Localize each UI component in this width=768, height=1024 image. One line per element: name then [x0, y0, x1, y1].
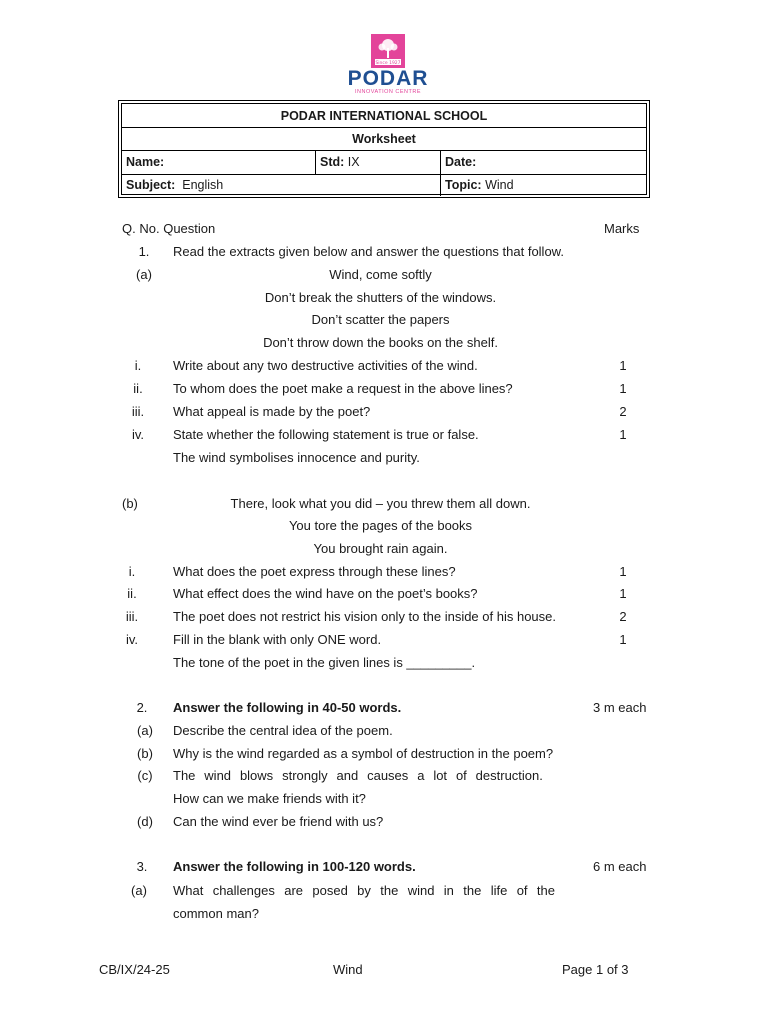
- extract-b-line: There, look what you did – you threw them all down.: [230, 496, 531, 511]
- school-name: PODAR INTERNATIONAL SCHOOL: [280, 108, 488, 123]
- svg-text:Since 1927: Since 1927: [375, 61, 401, 66]
- extract-b-label: (b): [122, 496, 138, 511]
- extract-b-line: You tore the pages of the books: [288, 518, 473, 533]
- column-heading-marks: Marks: [604, 221, 640, 236]
- school-name-row: [122, 104, 646, 128]
- q2-item-c-continuation: How can we make friends with it?: [173, 791, 366, 806]
- worksheet-header-table: [118, 100, 650, 198]
- extract-a-line: Don’t throw down the books on the shelf.: [263, 335, 498, 350]
- true-false-statement: The wind symbolises innocence and purity.: [173, 450, 420, 465]
- subject-topic-row: [122, 174, 646, 196]
- name-field: Name:: [126, 155, 165, 169]
- doc-type-row: [122, 127, 646, 151]
- brand-tagline: INNOVATION CENTRE: [354, 89, 422, 95]
- std-field: Std: IX: [320, 155, 360, 169]
- school-logo-emblem: [371, 34, 405, 68]
- q2-item-c-text: The wind blows strongly and causes a lot of destruction.: [173, 768, 543, 783]
- extract-a-line: Don’t scatter the papers: [311, 312, 450, 327]
- fill-in-blank: The tone of the poet in the given lines is _________.: [173, 655, 476, 670]
- q3-item-a-text: What challenges are posed by the wind in the life of the: [173, 883, 555, 898]
- extract-a-line: Don’t break the shutters of the windows.: [264, 290, 497, 305]
- q3-item-a-continuation: common man?: [173, 906, 259, 921]
- name-std-date-row: [122, 150, 646, 175]
- brand-wordmark: PODAR: [347, 67, 429, 90]
- column-heading-question: Question: [163, 221, 216, 236]
- doc-type: Worksheet: [352, 131, 416, 146]
- date-field: Date:: [445, 155, 477, 169]
- footer-topic: Wind: [333, 962, 363, 977]
- footer-page-number: Page 1 of 3: [562, 962, 629, 977]
- subject-field: Subject: English: [126, 178, 224, 192]
- extract-a-line: Wind, come softly: [329, 267, 432, 282]
- topic-field: Topic: Wind: [445, 178, 514, 192]
- column-heading-qno: Q. No. Question: [122, 221, 216, 236]
- extract-b-line: You brought rain again.: [313, 541, 448, 556]
- footer-code: CB/IX/24-25: [99, 962, 170, 977]
- tree-icon: [371, 34, 405, 68]
